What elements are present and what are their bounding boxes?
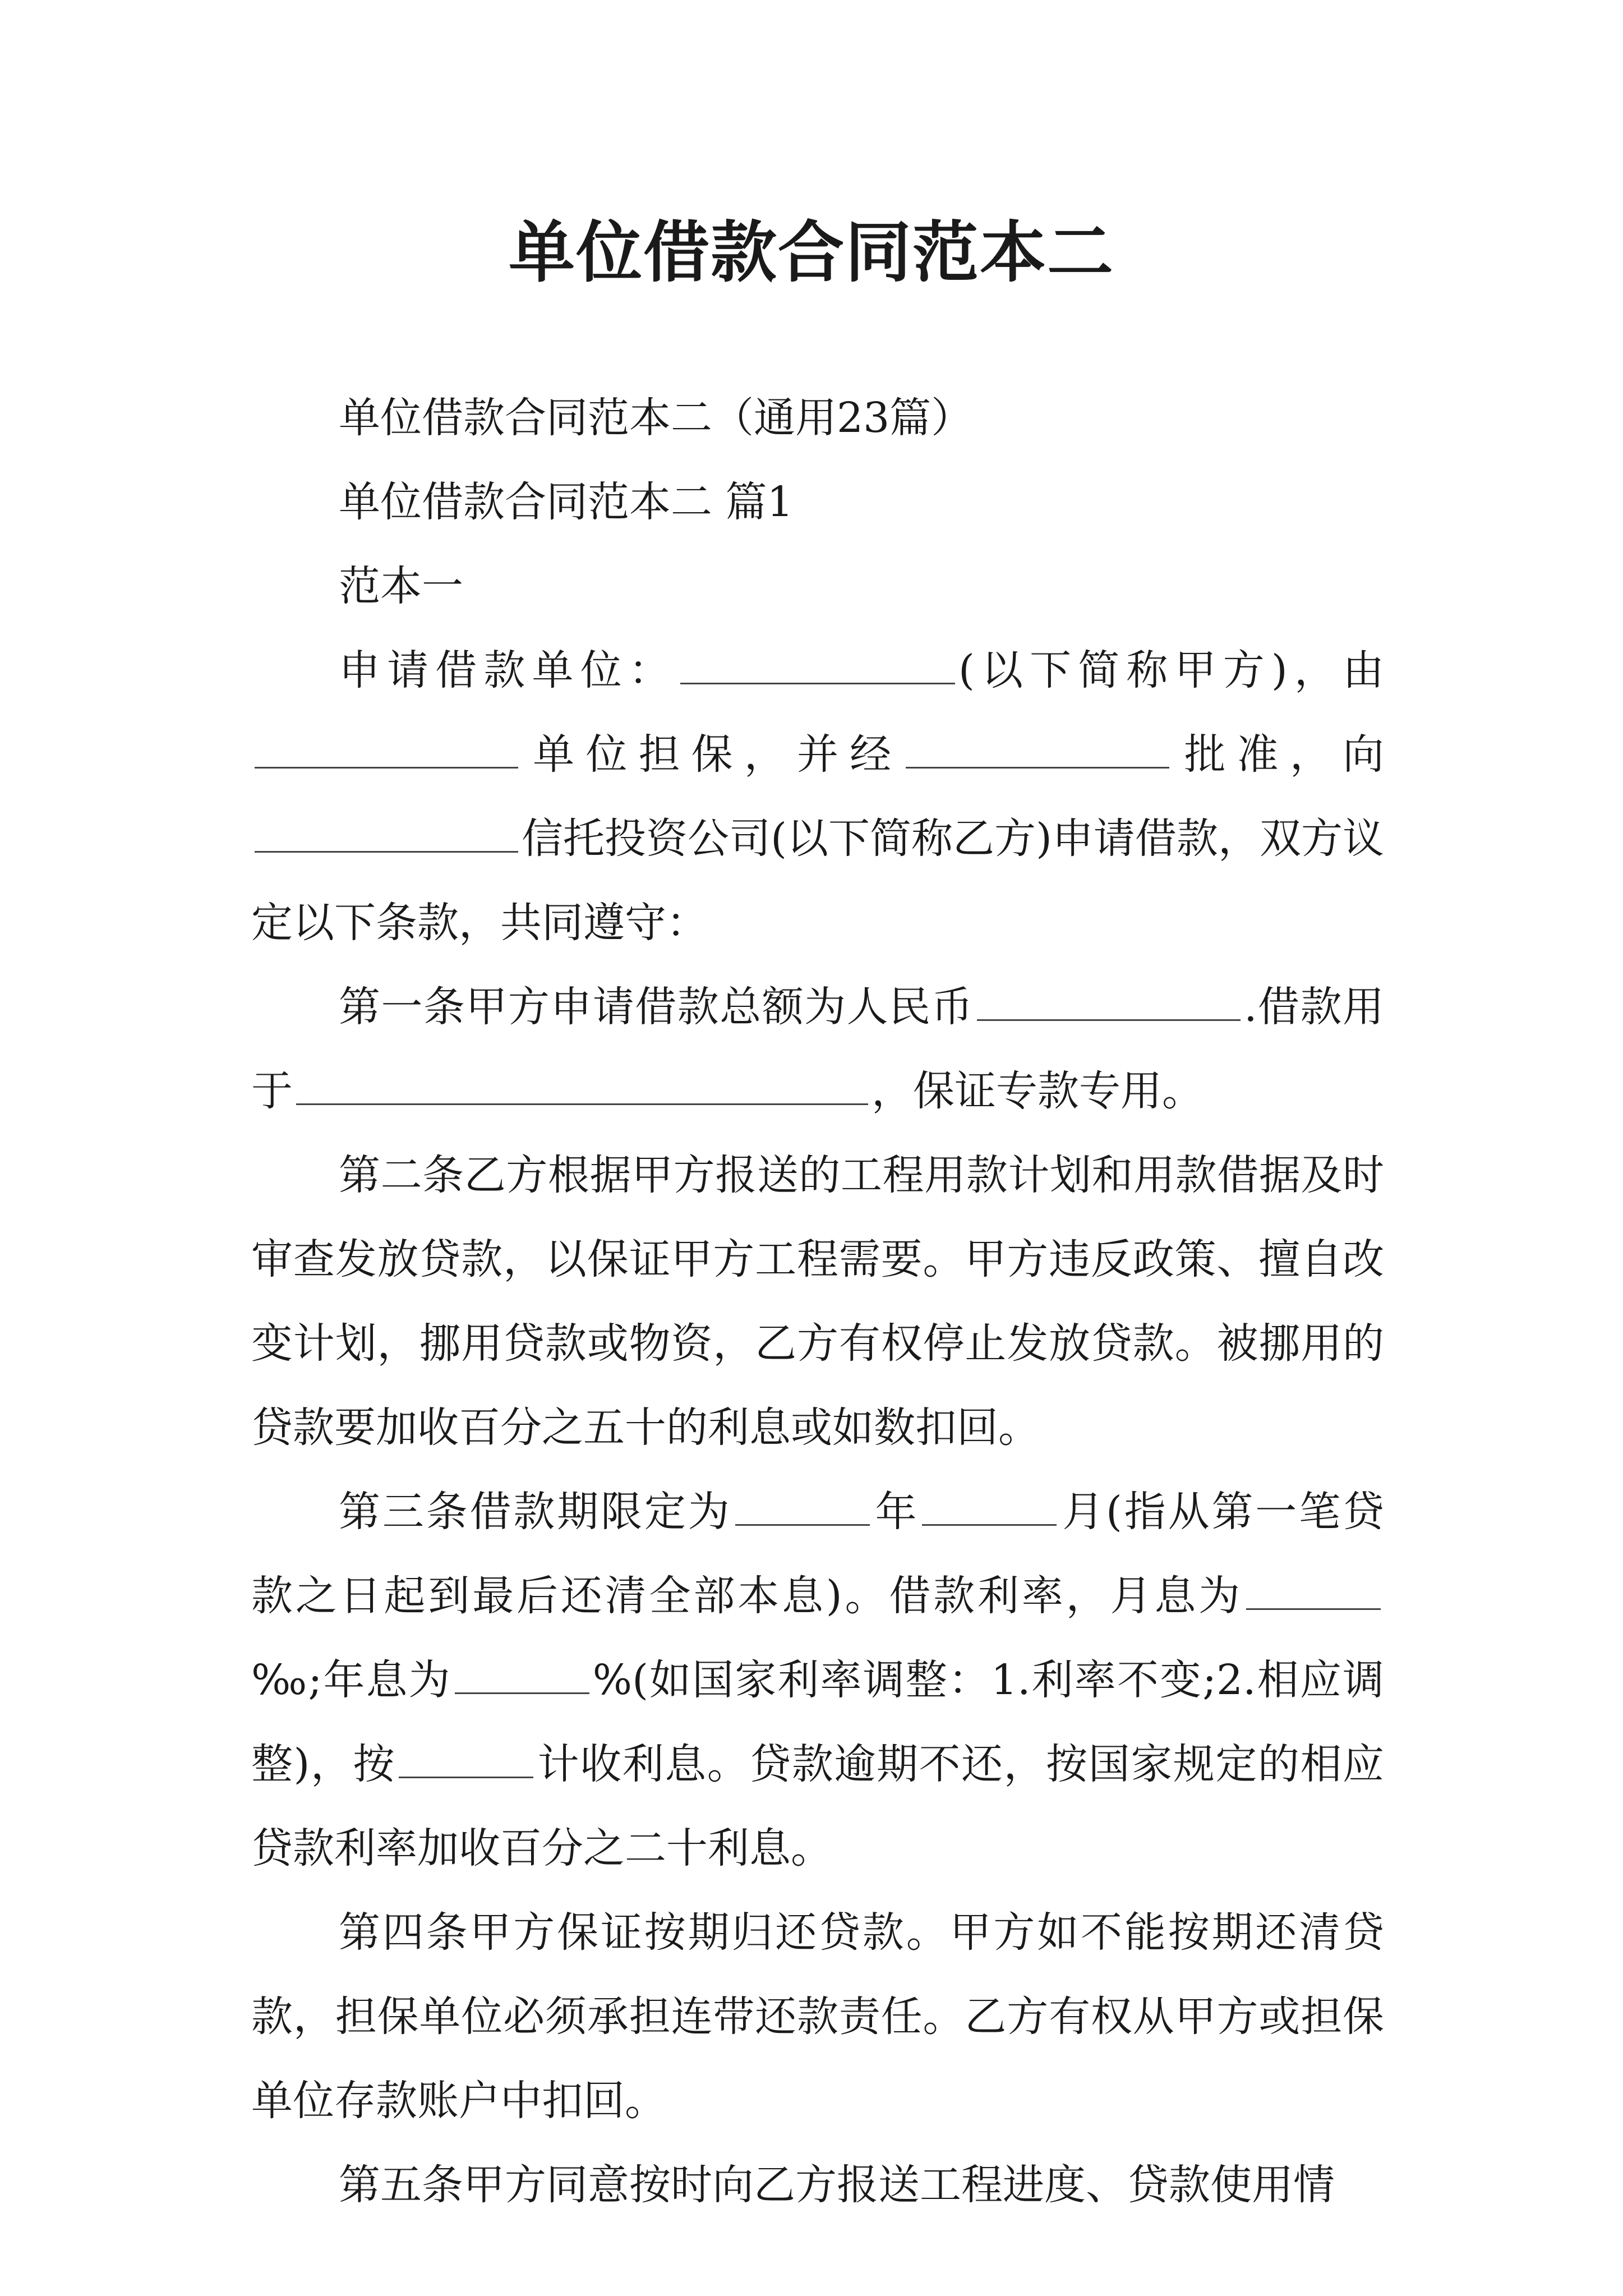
article-4: 第四条甲方保证按期归还贷款。甲方如不能按期还清贷款，担保单位必须承担连带还款责任。乙方有权从甲方或担保单位存款账户中扣回。 bbox=[251, 1908, 1384, 2125]
article-5: 第五条甲方同意按时向乙方报送工程进度、贷款使用情 bbox=[339, 2161, 1335, 2209]
article-3-text-2: 年 bbox=[873, 1488, 919, 1536]
trust-company-blank[interactable] bbox=[255, 809, 518, 853]
intro-text-5: 信托投资公司(以下简称乙方)申请借款，双方议定以下条款，共同遵守： bbox=[251, 815, 1384, 947]
intro-text-2: (以下简称甲方)，由 bbox=[958, 646, 1384, 694]
article-3-text-5: %(如国家利率调整：1.利率不变;2.相应调整)，按 bbox=[251, 1656, 1384, 1788]
intro-text-4: 批准，向 bbox=[1173, 730, 1385, 779]
loan-purpose-blank[interactable] bbox=[296, 1062, 868, 1105]
intro-text-1: 申请借款单位： bbox=[339, 646, 677, 694]
article-1-text-3: ，保证专款专用。 bbox=[872, 1067, 1204, 1115]
monthly-rate-blank[interactable] bbox=[1246, 1567, 1381, 1610]
part-heading: 单位借款合同范本二 篇1 bbox=[339, 478, 794, 526]
intro-paragraph bbox=[251, 628, 1384, 965]
article-3-text-6: 计收利息。贷款逾期不还，按国家规定的相应贷款利率加收百分之二十利息。 bbox=[251, 1740, 1384, 1872]
article-3-text-1: 第三条借款期限定为 bbox=[339, 1488, 732, 1536]
article-3-text-3: 月(指从第一笔贷款之日起到最后还清全部本息)。借款利率，月息为 bbox=[251, 1488, 1385, 1620]
subtitle: 单位借款合同范本二（通用23篇） bbox=[339, 394, 973, 442]
document-title: 单位借款合同范本二 bbox=[508, 214, 1114, 291]
document-body bbox=[251, 376, 1384, 2227]
term-months-blank[interactable] bbox=[922, 1483, 1057, 1526]
article-3-text-4: ‰;年息为 bbox=[251, 1656, 451, 1704]
article-3 bbox=[251, 1470, 1384, 1890]
approver-blank[interactable] bbox=[906, 725, 1169, 769]
article-1-text-1: 第一条甲方申请借款总额为人民币 bbox=[339, 983, 974, 1031]
annual-rate-blank[interactable] bbox=[455, 1651, 589, 1694]
sample-heading: 范本一 bbox=[339, 562, 463, 610]
loan-amount-blank[interactable] bbox=[977, 978, 1241, 1021]
interest-basis-blank[interactable] bbox=[399, 1735, 533, 1778]
term-years-blank[interactable] bbox=[735, 1483, 870, 1526]
guarantor-blank[interactable] bbox=[255, 725, 518, 769]
intro-text-3: 单位担保，并经 bbox=[522, 730, 903, 779]
article-1 bbox=[251, 965, 1384, 1133]
article-2: 第二条乙方根据甲方报送的工程用款计划和用款借据及时审查发放贷款，以保证甲方工程需要。甲方违反政策、擅自改变计划，挪用贷款或物资，乙方有权停止发放贷款。被挪用的贷款要加收百分之五十的利息或如数扣回。 bbox=[251, 1151, 1384, 1452]
article-1-text-2: .借款用于 bbox=[251, 983, 1384, 1115]
borrower-blank[interactable] bbox=[680, 641, 955, 684]
